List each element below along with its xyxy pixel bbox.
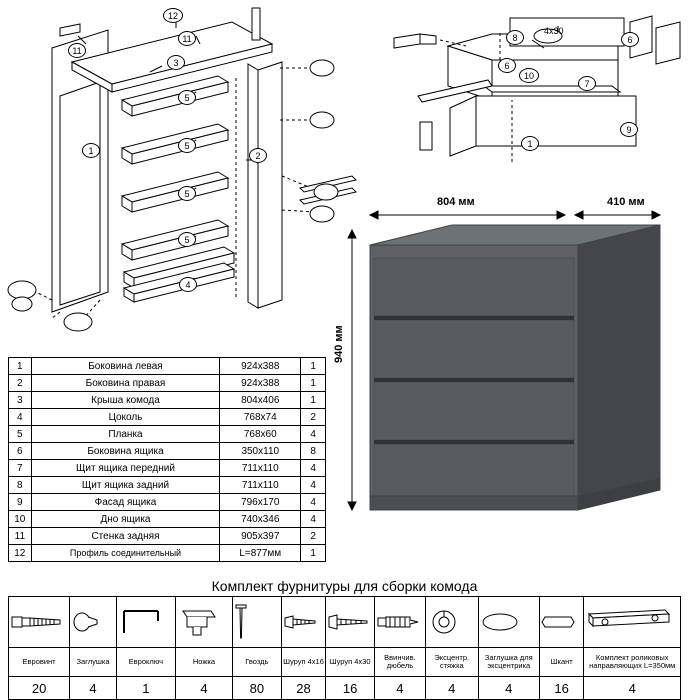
table-row: 11 Стенка задняя 905х397 2 [9,528,326,545]
callout-5-a: 5 [178,90,196,105]
table-row: 12 Профиль соединительный L=877мм 1 [9,545,326,562]
chest-depth-label: 410 мм [607,196,645,208]
hardware-qty-1: 4 [70,677,117,700]
parts-table [8,357,326,562]
callout-5-d: 5 [178,232,196,247]
drawer-callout-9: 9 [620,122,638,137]
slide-rail-icon [584,597,681,648]
dowel-icon [539,597,584,648]
hardware-name-9: Заглушка для эксцентрика [478,648,539,677]
euro-key-icon [116,597,175,648]
parts-table-body [9,358,326,562]
callout-3: 3 [167,55,185,70]
drawer-callout-7: 7 [578,76,596,91]
hardware-qty-5: 28 [281,677,326,700]
cam-cap-icon [478,597,539,648]
table-row: 8 Щит ящика задний 711х110 4 [9,477,326,494]
table-row: 3 Крыша комода 804х406 1 [9,392,326,409]
table-row: 10 Дно ящика 740х346 4 [9,511,326,528]
hardware-name-8: Эксцентр. стяжка [425,648,478,677]
drawer-callout-1: 1 [521,136,539,151]
hardware-qty-4: 80 [232,677,281,700]
hardware-icons-row [9,597,681,648]
drawer-label-4x30: 4х30 [544,26,564,36]
nail-icon [232,597,281,648]
hardware-qty-9: 4 [478,677,539,700]
table-row: 5 Планка 768х60 4 [9,426,326,443]
table-row: 9 Фасад ящика 796х170 4 [9,494,326,511]
hardware-name-6: Шуруп 4х30 [326,648,375,677]
table-row: 6 Боковина ящика 350х110 8 [9,443,326,460]
screw-4x30-icon [326,597,375,648]
leg-icon [175,597,232,648]
table-row: 1 Боковина левая 924х388 1 [9,358,326,375]
hardware-names-row [9,648,681,677]
hardware-section-title: Комплект фурнитуры для сборки комода [211,578,478,594]
hardware-qty-2: 1 [116,677,175,700]
table-row: 7 Щит ящика передний 711х110 4 [9,460,326,477]
hardware-name-7: Ввинчив. дюбель [375,648,426,677]
drawer-callout-6-left: 6 [498,58,516,73]
hardware-qty-6: 16 [326,677,375,700]
hardware-name-10: Шкант [539,648,584,677]
hardware-qty-3: 4 [175,677,232,700]
hardware-table [8,596,681,700]
euro-screw-icon [9,597,70,648]
callout-11-left: 11 [68,43,86,58]
hardware-name-3: Ножка [175,648,232,677]
callout-5-b: 5 [178,138,196,153]
chest-height-label: 940 мм [333,325,345,363]
callout-2: 2 [249,148,267,163]
hardware-qty-11: 4 [584,677,681,700]
table-row: 4 Цоколь 768х74 2 [9,409,326,426]
hardware-name-2: Евроключ [116,648,175,677]
chest-width-label: 804 мм [437,196,475,208]
chest-render [330,190,689,560]
hardware-name-11: Комплект роликовых направляющих L=350мм [584,648,681,677]
hardware-name-5: Шуруп 4х16 [281,648,326,677]
hardware-name-4: Гвоздь [232,648,281,677]
hardware-qty-7: 4 [375,677,426,700]
drawer-callout-10: 10 [519,68,539,83]
drawer-callout-6-right: 6 [621,32,639,47]
table-row: 2 Боковина правая 924х388 1 [9,375,326,392]
screw-in-dowel-icon [375,597,426,648]
callout-12: 12 [163,8,183,23]
drawer-callout-8: 8 [506,30,524,45]
hardware-name-0: Евровинт [9,648,70,677]
hardware-qty-8: 4 [425,677,478,700]
screw-4x16-icon [281,597,326,648]
hardware-qty-row [9,677,681,700]
hardware-name-1: Заглушка [70,648,117,677]
hardware-qty-0: 20 [9,677,70,700]
callout-5-c: 5 [178,186,196,201]
callout-4: 4 [179,277,197,292]
cam-lock-icon [425,597,478,648]
cap-icon [70,597,117,648]
hardware-qty-10: 16 [539,677,584,700]
callout-1: 1 [82,143,100,158]
callout-11-right: 11 [178,31,196,46]
